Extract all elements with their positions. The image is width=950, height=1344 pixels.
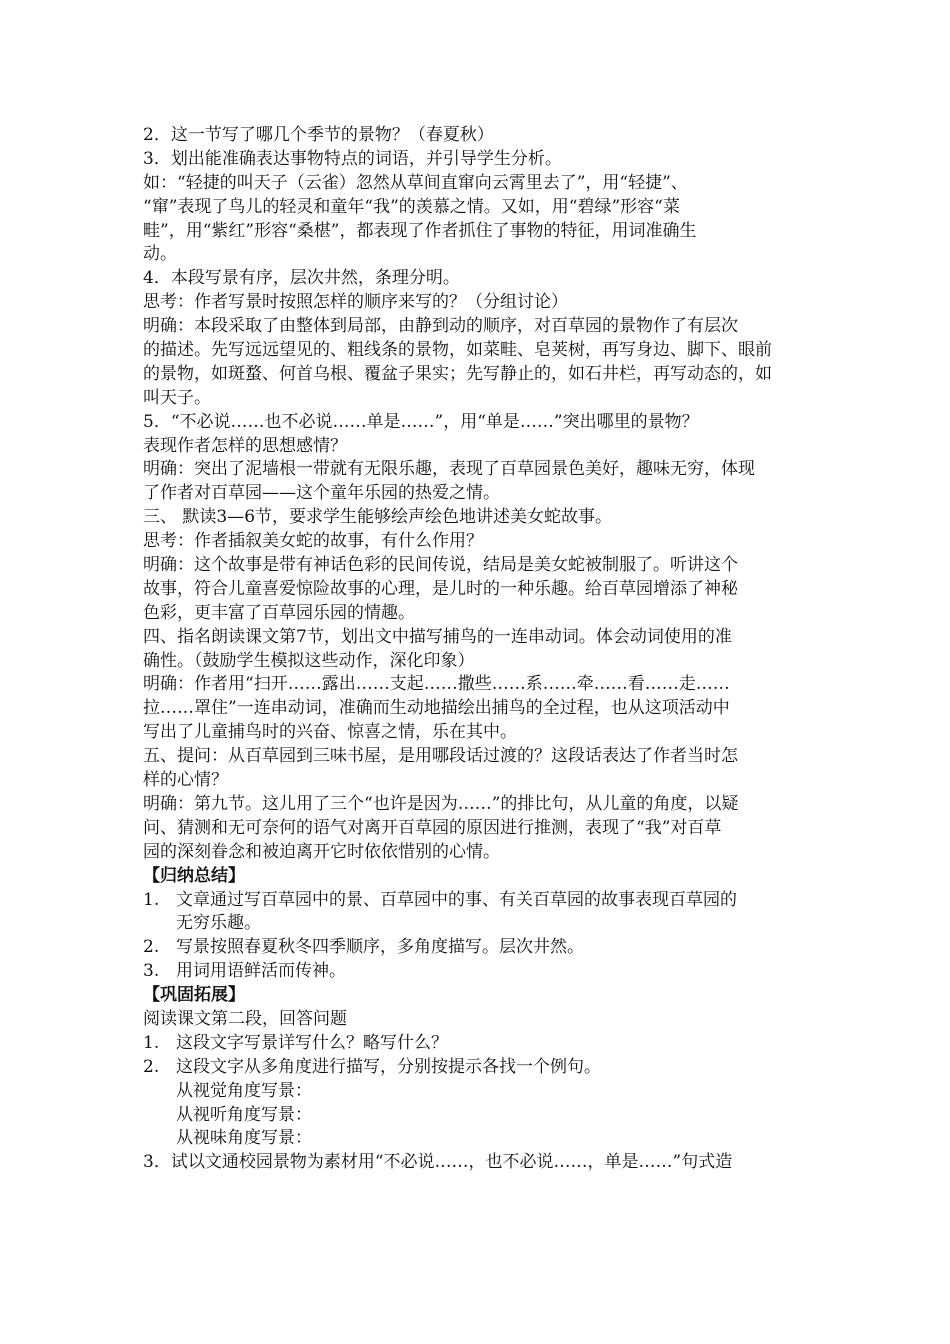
text-line-1: 2．这一节写了哪几个季节的景物？（春夏秋）: [143, 125, 494, 145]
extension-item-1-text: 这段文字写景详写什么？略写什么？: [176, 1032, 448, 1053]
text-line-15: 明确：突出了泥墙根一带就有无限乐趣，表现了百草园景色美好，趣味无穷，体现: [143, 459, 755, 480]
summary-item-1-text: 文章通过写百草园中的景、百草园中的事、有关百草园的故事表现百草园的: [176, 889, 737, 910]
text-line-24: 明确：作者用“扫开……露出……支起……撒些……系……牵……看……走……: [143, 674, 730, 695]
summary-item-1-continuation: 无穷乐趣。: [176, 913, 261, 934]
text-line-18: 思考：作者插叙美女蛇的故事，有什么作用？: [143, 531, 483, 552]
text-line-16: 了作者对百草园——这个童年乐园的热爱之情。: [143, 483, 500, 504]
text-line-13: 5．“不必说……也不必说……单是……”，用“单是……”突出哪里的景物？: [143, 411, 699, 432]
text-line-19: 明确：这个故事是带有神话色彩的民间传说，结局是美女蛇被制服了。听讲这个: [143, 555, 738, 576]
extension-item-3: 3．试以文通校园景物为素材用“不必说……，也不必说……，单是……”句式造: [143, 1152, 733, 1173]
document-page: [143, 124, 811, 1175]
text-line-27: 五、提问：从百草园到三味书屋，是用哪段话过渡的？这段话表达了作者当时怎: [143, 746, 738, 767]
text-line-12: 叫天子。: [143, 387, 211, 408]
text-line-9: 明确：本段采取了由整体到局部，由静到动的顺序，对百草园的景物作了有层次: [143, 316, 738, 337]
text-line-26: 写出了儿童捕鸟时的兴奋、惊喜之情，乐在其中。: [143, 722, 517, 743]
summary-heading: 【归纳总结】: [143, 865, 245, 886]
text-line-29: 明确：第九节。这儿用了三个“也许是因为……”的排比句，从儿童的角度，以疑: [143, 793, 739, 814]
text-line-23: 确性。（鼓励学生模拟这些动作，深化印象）: [143, 650, 475, 671]
text-line-6: 动。: [143, 244, 177, 265]
summary-item-2-number: 2.: [143, 937, 160, 958]
text-line-5: 畦”，用“紫红”形容“桑椹”，都表现了作者抓住了事物的特征，用词准确生: [143, 220, 697, 241]
extension-item-2-number: 2.: [143, 1056, 160, 1077]
text-line-2: 3．划出能准确表达事物特点的词语，并引导学生分析。: [143, 148, 562, 169]
text-line-4: “窜”表现了鸟儿的轻灵和童年“我”的羡慕之情。又如，用“碧绿”形容“菜: [143, 196, 680, 217]
extension-item-2: [143, 1056, 811, 1080]
text-line-10: 的描述。先写远远望见的、粗线条的景物，如菜畦、皂荚树，再写身边、脚下、眼前: [143, 340, 772, 361]
summary-item-1-number: 1.: [143, 889, 160, 910]
summary-item-3-number: 3.: [143, 961, 160, 982]
text-line-7: 4．本段写景有序，层次井然，条理分明。: [143, 268, 460, 289]
text-line-14: 表现作者怎样的思想感情？: [143, 435, 347, 456]
text-line-21: 色彩，更丰富了百草园乐园的情趣。: [143, 602, 415, 623]
summary-item-2: [143, 936, 811, 960]
text-line-20: 故事，符合儿童喜爱惊险故事的心理，是儿时的一种乐趣。给百草园增添了神秘: [143, 578, 738, 599]
summary-item-3-text: 用词用语鲜活而传神。: [176, 961, 346, 982]
summary-item-1: [143, 889, 811, 913]
summary-item-3: [143, 960, 811, 984]
prompt-audio-visual: 从视听角度写景：: [176, 1104, 312, 1125]
prompt-taste: 从视味角度写景：: [176, 1128, 312, 1149]
text-line-31: 园的深刻眷念和被迫离开它时依依惜别的心情。: [143, 841, 500, 862]
extension-item-2-text: 这段文字从多角度进行描写，分别按提示各找一个例句。: [176, 1056, 601, 1077]
extension-item-1: [143, 1032, 811, 1056]
extension-heading: 【巩固拓展】: [143, 985, 245, 1006]
summary-item-2-text: 写景按照春夏秋冬四季顺序，多角度描写。层次井然。: [176, 937, 584, 958]
extension-item-1-number: 1.: [143, 1032, 160, 1053]
text-line-8: 思考：作者写景时按照怎样的顺序来写的？（分组讨论）: [143, 292, 568, 313]
prompt-visual: 从视觉角度写景：: [176, 1080, 312, 1101]
text-line-11: 的景物，如斑蝥、何首乌根、覆盆子果实；先写静止的，如石井栏，再写动态的，如: [143, 363, 772, 384]
extension-intro: 阅读课文第二段，回答问题: [143, 1008, 347, 1029]
text-line-17: 三、 默读3—6节，要求学生能够绘声绘色地讲述美女蛇故事。: [143, 507, 613, 528]
text-line-3: 如：“轻捷的叫天子（云雀）忽然从草间直窜向云霄里去了”，用“轻捷”、: [143, 172, 688, 193]
text-line-25: 拉……罩住”一连串动词，准确而生动地描绘出捕鸟的全过程，也从这项活动中: [143, 698, 730, 719]
text-line-28: 样的心情？: [143, 770, 228, 791]
text-line-30: 问、猜测和无可奈何的语气对离开百草园的原因进行推测，表现了“我”对百草: [143, 817, 722, 838]
text-line-22: 四、指名朗读课文第7节，划出文中描写捕鸟的一连串动词。体会动词使用的准: [143, 626, 732, 647]
